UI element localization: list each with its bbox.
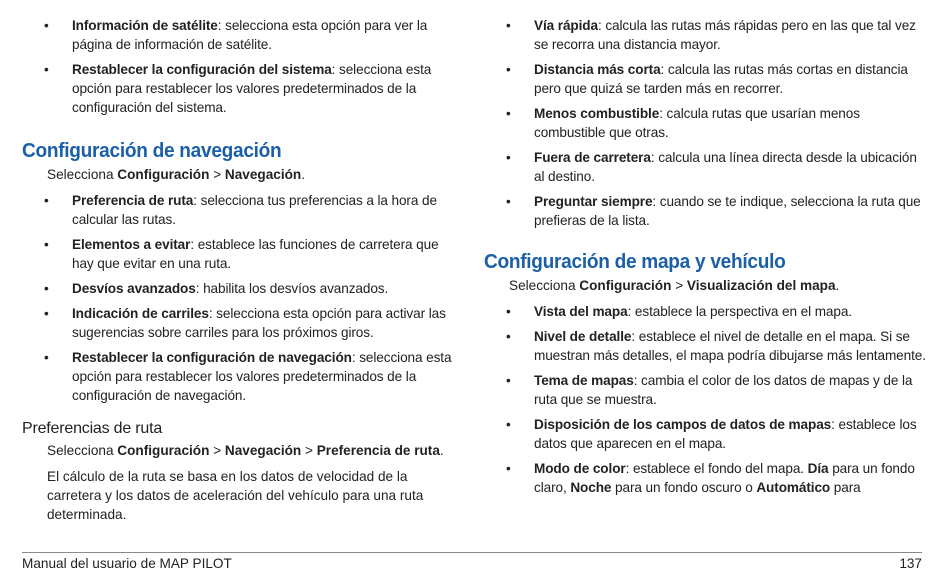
path-separator: >	[209, 167, 225, 182]
section-heading-map-vehicle: Configuración de mapa y vehículo	[484, 250, 786, 273]
bullet-item	[484, 327, 930, 365]
bullet-dot: •	[44, 281, 49, 296]
bullet-dot: •	[506, 106, 511, 121]
bullet-dot: •	[506, 18, 511, 33]
path-separator: >	[301, 443, 317, 458]
path-step: Configuración	[117, 443, 210, 458]
bullet-item	[22, 348, 462, 405]
section-heading-navigation: Configuración de navegación	[22, 139, 282, 162]
bullet-term: Nivel de detalle	[534, 329, 632, 344]
bullet-term: Distancia más corta	[534, 62, 661, 77]
bullet-term: Vía rápida	[534, 18, 598, 33]
bullet-text: : selecciona esta opción para restablecer los valores predeterminados de la configuración de navegación.	[72, 350, 452, 403]
bullet-text: : selecciona tus preferencias a la hora de calcular las rutas.	[72, 193, 437, 227]
path-step: Visualización del mapa	[686, 278, 836, 293]
bullet-item	[484, 371, 930, 409]
bullet-item	[484, 60, 930, 98]
bullet-text: : cambia el color de los datos de mapas y de la ruta que se muestra.	[534, 373, 913, 407]
bullet-dot: •	[44, 350, 49, 365]
bullet-term: Modo de color	[534, 461, 626, 476]
path-step: Navegación	[224, 443, 302, 458]
bullet-dot: •	[506, 62, 511, 77]
bullet-text: : selecciona esta opción para ver la página de información de satélite.	[72, 18, 428, 52]
bullet-text: : habilita los desvíos avanzados.	[195, 281, 389, 296]
bullet-text: para un fondo oscuro o	[611, 480, 757, 495]
bullet-term: Disposición de los campos de datos de mapas	[534, 417, 832, 432]
route-paragraph: El cálculo de la ruta se basa en los datos de velocidad de la carretera y los datos de aceleración del vehículo para una ruta determinada.	[47, 469, 424, 522]
bullet-term: Desvíos avanzados	[72, 281, 196, 296]
path-end: .	[439, 443, 444, 458]
bullet-dot: •	[506, 461, 511, 476]
bullet-item	[22, 60, 462, 117]
bullet-dot: •	[44, 237, 49, 252]
footer-divider	[22, 552, 922, 553]
bullet-item	[484, 415, 930, 453]
bullet-text: : cuando se te indique, selecciona la ruta que prefieras de la lista.	[534, 194, 921, 228]
bullet-item	[484, 302, 930, 321]
bullet-text: : establece el nivel de detalle en el mapa. Si se muestran más detalles, el mapa podría dibujarse más lentamente.	[534, 329, 926, 363]
bullet-dot: •	[506, 417, 511, 432]
bullet-term: Fuera de carretera	[534, 150, 651, 165]
bullet-term: Preferencia de ruta	[72, 193, 194, 208]
bullet-dot: •	[44, 62, 49, 77]
bullet-term: Menos combustible	[534, 106, 660, 121]
bullet-term: Noche	[570, 480, 612, 495]
bullet-item	[22, 304, 462, 342]
bullet-dot: •	[506, 373, 511, 388]
bullet-term: Indicación de carriles	[72, 306, 209, 321]
path-end: .	[835, 278, 840, 293]
bullet-term: Información de satélite	[72, 18, 218, 33]
bullet-term: Vista del mapa	[534, 304, 628, 319]
bullet-term: Restablecer la configuración de navegación	[72, 350, 352, 365]
bullet-dot: •	[506, 194, 511, 209]
bullet-item	[22, 279, 462, 298]
bullet-dot: •	[44, 306, 49, 321]
bullet-dot: •	[506, 329, 511, 344]
bullet-item	[484, 459, 930, 497]
bullet-text: : calcula las rutas más cortas en distancia pero que quizá se tarden más en recorrer.	[534, 62, 908, 96]
bullet-text: : selecciona esta opción para activar las sugerencias sobre carriles para los próximos giros.	[72, 306, 446, 340]
bullet-term: Tema de mapas	[534, 373, 634, 388]
bullet-dot: •	[506, 304, 511, 319]
path-end: .	[301, 167, 306, 182]
path-step: Preferencia de ruta	[316, 443, 440, 458]
path-step: Configuración	[117, 167, 210, 182]
path-separator: >	[671, 278, 687, 293]
bullet-text: : selecciona esta opción para restablecer los valores predeterminados de la configuración del sistema.	[72, 62, 432, 115]
bullet-term: Día	[807, 461, 829, 476]
bullet-dot: •	[44, 193, 49, 208]
bullet-item	[484, 16, 930, 54]
right-column	[484, 16, 930, 503]
bullet-item	[484, 192, 930, 230]
bullet-item	[22, 235, 462, 273]
path-prefix: Selecciona	[509, 278, 580, 293]
bullet-text: : establece el fondo del mapa.	[625, 461, 808, 476]
bullet-term: Elementos a evitar	[72, 237, 191, 252]
bullet-text: : calcula una línea directa desde la ubicación al destino.	[534, 150, 917, 184]
menu-path	[484, 276, 930, 295]
bullet-term: Automático	[756, 480, 831, 495]
menu-path	[22, 165, 462, 184]
bullet-term: Preguntar siempre	[534, 194, 653, 209]
bullet-text: : calcula las rutas más rápidas pero en las que tal vez se recorra una distancia mayor.	[534, 18, 916, 52]
bullet-text: : establece los datos que aparecen en el mapa.	[534, 417, 917, 451]
path-prefix: Selecciona	[47, 443, 118, 458]
bullet-text: : establece las funciones de carretera que hay que evitar en una ruta.	[72, 237, 439, 271]
path-step: Configuración	[579, 278, 672, 293]
path-prefix: Selecciona	[47, 167, 118, 182]
path-step: Navegación	[224, 167, 302, 182]
bullet-text: para	[830, 480, 861, 495]
subsection-heading-route-preferences: Preferencias de ruta	[22, 420, 163, 437]
bullet-item	[484, 104, 930, 142]
bullet-term: Restablecer la configuración del sistema	[72, 62, 332, 77]
bullet-text: : calcula rutas que usarían menos combustible que otras.	[534, 106, 860, 140]
menu-path	[22, 441, 462, 460]
bullet-text: : establece la perspectiva en el mapa.	[627, 304, 852, 319]
page-number: 137	[899, 556, 922, 571]
bullet-item	[22, 191, 462, 229]
bullet-dot: •	[44, 18, 49, 33]
bullet-item	[484, 148, 930, 186]
bullet-text: para un fondo claro,	[534, 461, 915, 495]
bullet-item	[22, 16, 462, 54]
path-separator: >	[209, 443, 225, 458]
bullet-dot: •	[506, 150, 511, 165]
footer-manual-title: Manual del usuario de MAP PILOT	[22, 556, 232, 571]
left-column	[22, 16, 462, 524]
